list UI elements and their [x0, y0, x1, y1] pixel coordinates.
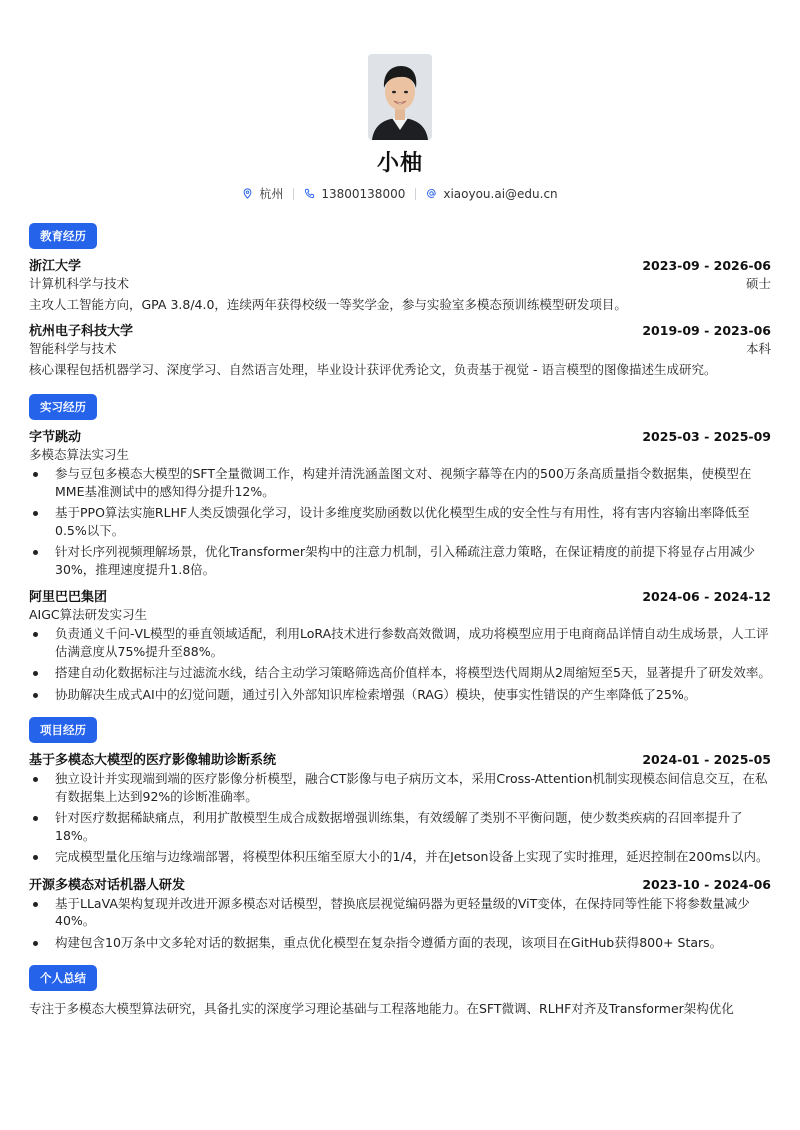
list-item: 独立设计并实现端到端的医疗影像分析模型，融合CT影像与电子病历文本，采用Cross-Attention机制实现模态间信息交互，在私有数据集上达到92%的诊断准确率。: [29, 770, 771, 805]
list-item: 协助解决生成式AI中的幻觉问题，通过引入外部知识库检索增强（RAG）模块，使事实性错误的产生率降低了25%。: [29, 686, 771, 704]
role: AIGC算法研发实习生: [29, 607, 148, 622]
contact-divider: [293, 188, 294, 200]
project-name: 基于多模态大模型的医疗影像辅助诊断系统: [29, 753, 277, 768]
degree: 硕士: [745, 276, 771, 291]
contact-divider: [415, 188, 416, 200]
list-item: 针对医疗数据稀缺痛点，利用扩散模型生成合成数据增强训练集，有效缓解了类别不平衡问题，使少数类疾病的召回率提升了18%。: [29, 809, 771, 844]
bullet-list: [29, 465, 771, 578]
education-entry: [29, 320, 771, 380]
project-name: 开源多模态对话机器人研发: [29, 877, 186, 893]
education-section: [29, 223, 771, 380]
contact-phone: [304, 187, 405, 201]
list-item: 负责通义千问-VL模型的垂直领域适配，利用LoRA技术进行参数高效微调，成功将模型应用于电商商品详情自动生成场景，人工评估满意度从75%提升至88%。: [29, 625, 771, 660]
project-entry: [29, 874, 771, 952]
list-item: 基于PPO算法实施RLHF人类反馈强化学习，设计多维度奖励函数以优化模型生成的安全性与有用性，将有害内容输出率降低至0.5%以下。: [29, 504, 771, 539]
degree: 本科: [745, 341, 771, 356]
summary-text: 专注于多模态大模型算法研究，具备扎实的深度学习理论基础与工程落地能力。在SFT微调、RLHF对齐及Transformer架构优化: [29, 1001, 734, 1016]
bullet-list: [29, 770, 771, 866]
candidate-name: 小柚: [376, 151, 423, 176]
contact-email-text: xiaoyou.ai@edu.cn: [443, 186, 558, 201]
education-entry: [29, 255, 771, 315]
projects-section: [29, 717, 771, 951]
avatar: [368, 54, 432, 140]
list-item: 参与豆包多模态大模型的SFT全量微调工作，构建并清洗涵盖图文对、视频字幕等在内的500万条高质量指令数据集，使模型在MME基准测试中的感知得分提升12%。: [29, 465, 771, 500]
section-badge-internship: 实习经历: [29, 394, 97, 420]
phone-icon: [304, 188, 315, 199]
summary-section: [29, 965, 771, 1019]
internship-entry: [29, 426, 771, 578]
major: 智能科学与技术: [29, 341, 117, 356]
education-description: 核心课程包括机器学习、深度学习、自然语言处理，毕业设计获评优秀论文，负责基于视觉 - 语言模型的图像描述生成研究。: [29, 362, 717, 377]
at-sign-icon: [426, 188, 437, 199]
section-badge-summary: 个人总结: [29, 965, 97, 991]
bullet-list: [29, 895, 771, 952]
contact-bar: [0, 185, 800, 202]
school-name: 浙江大学: [29, 259, 82, 274]
list-item: 完成模型量化压缩与边缘端部署，将模型体积压缩至原大小的1/4，并在Jetson设备上实现了实时推理，延迟控制在200ms以内。: [29, 848, 771, 866]
resume-header: [0, 0, 800, 202]
school-name: 杭州电子科技大学: [29, 324, 134, 339]
project-entry: [29, 749, 771, 866]
company-name: 阿里巴巴集团: [29, 590, 108, 605]
contact-location: [242, 185, 283, 202]
education-date: 2023-09 - 2026-06: [642, 258, 771, 273]
location-pin-icon: [242, 188, 253, 199]
role: 多模态算法实习生: [29, 447, 130, 462]
list-item: 基于LLaVA架构复现并改进开源多模态对话模型，替换底层视觉编码器为更轻量级的ViT变体，在保持同等性能下将参数量减少40%。: [29, 895, 771, 930]
contact-email: [426, 187, 557, 201]
education-description: 主攻人工智能方向，GPA 3.8/4.0，连续两年获得校级一等奖学金，参与实验室多模态预训练模型研发项目。: [29, 297, 627, 312]
company-name: 字节跳动: [29, 430, 82, 445]
section-badge-projects: 项目经历: [29, 717, 97, 743]
list-item: 针对长序列视频理解场景，优化Transformer架构中的注意力机制，引入稀疏注意力策略，在保证精度的前提下将显存占用减少30%，推理速度提升1.8倍。: [29, 543, 771, 578]
list-item: 搭建自动化数据标注与过滤流水线，结合主动学习策略筛选高价值样本，将模型迭代周期从2周缩短至5天，显著提升了研发效率。: [29, 664, 771, 682]
project-date: 2024-01 - 2025-05: [642, 752, 771, 767]
contact-phone-text: 13800138000: [321, 186, 406, 201]
internship-date: 2024-06 - 2024-12: [642, 589, 771, 604]
major: 计算机科学与技术: [29, 276, 130, 291]
contact-location-text: 杭州: [259, 187, 284, 201]
internship-entry: [29, 586, 771, 703]
education-date: 2019-09 - 2023-06: [642, 323, 771, 338]
internship-date: 2025-03 - 2025-09: [642, 429, 771, 444]
internship-section: [29, 394, 771, 703]
project-date: 2023-10 - 2024-06: [642, 876, 771, 892]
bullet-list: [29, 625, 771, 703]
section-badge-education: 教育经历: [29, 223, 97, 249]
list-item: 构建包含10万条中文多轮对话的数据集，重点优化模型在复杂指令遵循方面的表现，该项目在GitHub获得800+ Stars。: [29, 934, 771, 952]
